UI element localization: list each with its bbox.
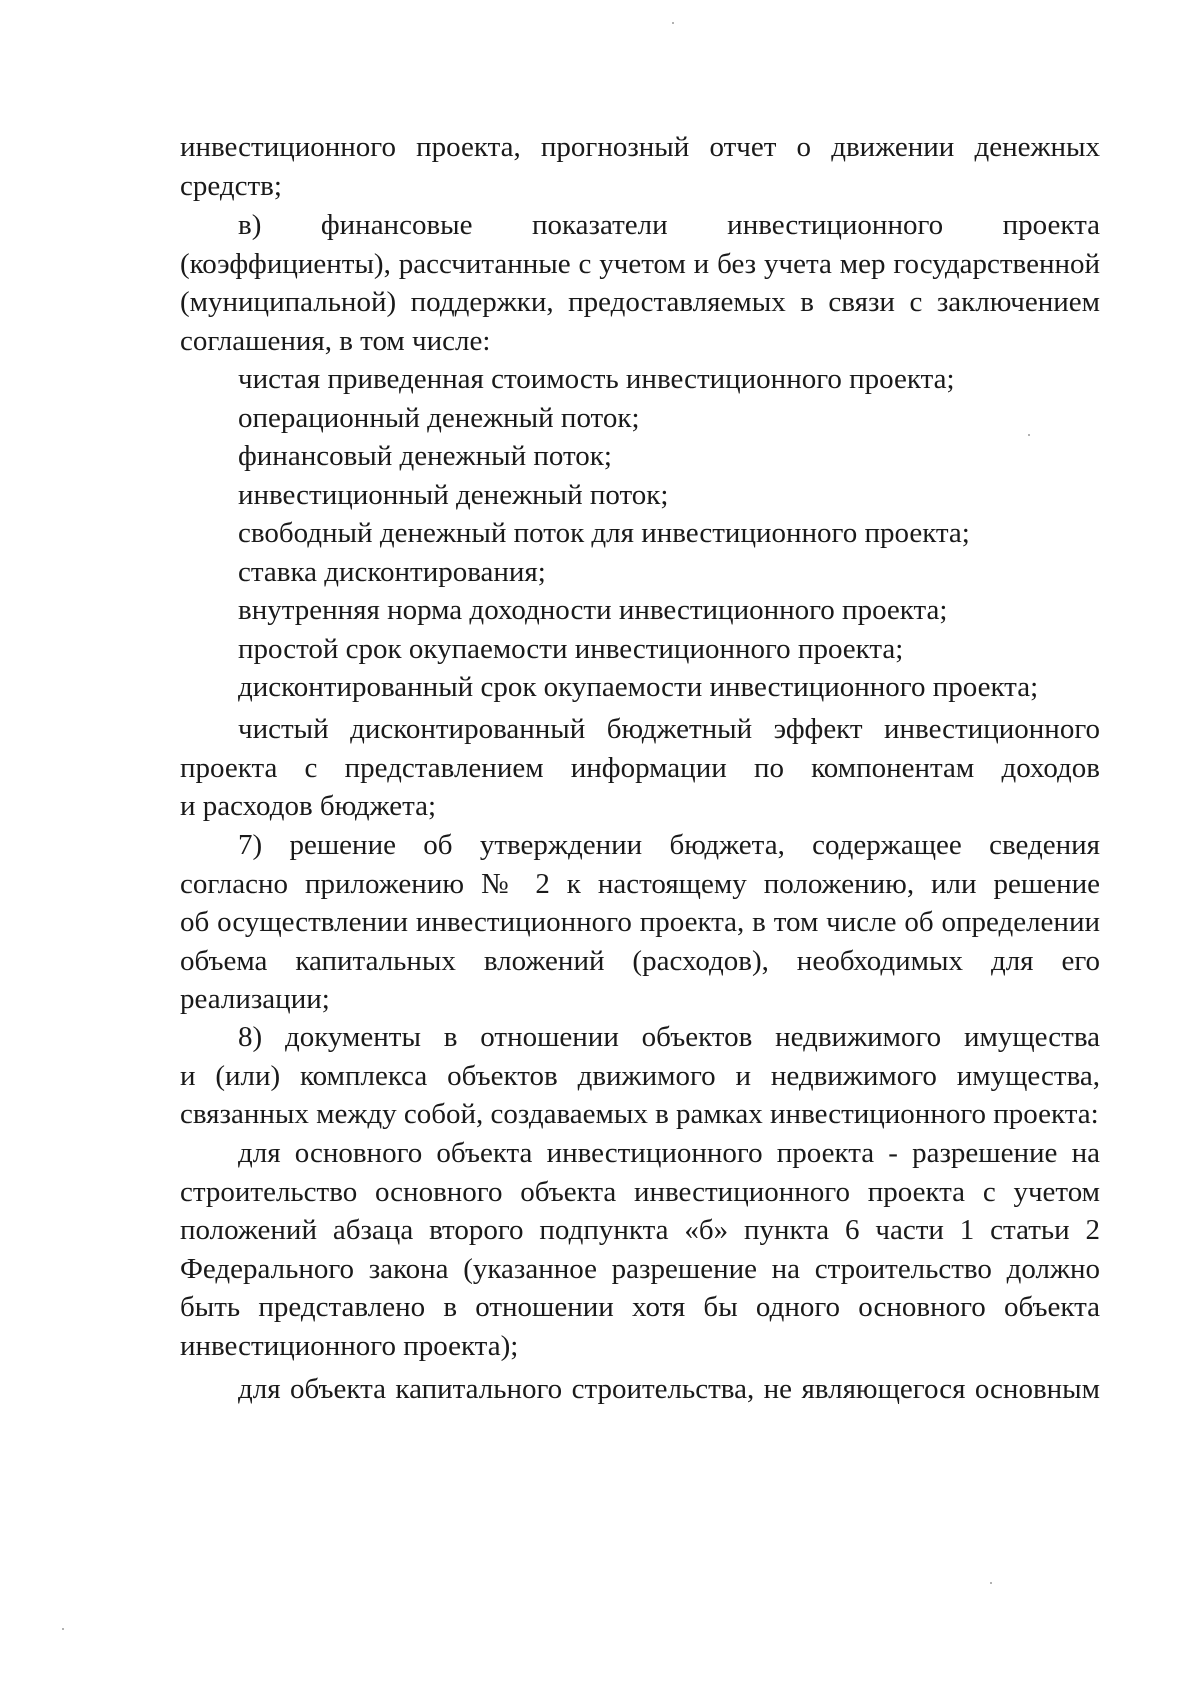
text-line: согласно приложению № 2 к настоящему положению, или решение	[180, 867, 1100, 900]
indicator-list	[180, 360, 1100, 707]
list-item: простой срок окупаемости инвестиционного проекта;	[238, 632, 904, 665]
text-line: строительство основного объекта инвестиционного проекта с учетом	[180, 1175, 1100, 1208]
text-line: 8) документы в отношении объектов недвижимого имущества	[238, 1021, 1100, 1053]
text-line: чистый дисконтированный бюджетный эффект инвестиционного	[238, 713, 1100, 745]
text-line: (коэффициенты), рассчитанные с учетом и без учета мер государственной	[180, 247, 1100, 280]
paragraph-non-main-object	[180, 1370, 1100, 1409]
text-line: инвестиционного проекта);	[180, 1329, 519, 1362]
list-item: ставка дисконтирования;	[238, 555, 546, 588]
paragraph-main-object	[180, 1134, 1100, 1365]
text-line: реализации;	[180, 983, 330, 1015]
paragraph-item-7	[180, 826, 1100, 1019]
scan-speck	[990, 1582, 992, 1584]
text-line: об осуществлении инвестиционного проекта, в том числе об определении	[180, 906, 1100, 938]
text-line: и расходов бюджета;	[180, 790, 437, 822]
text-line: соглашения, в том числе:	[180, 324, 491, 357]
text-line: в) финансовые показатели инвестиционного проекта	[238, 209, 1100, 241]
text-line: для объекта капитального строительства, не являющегося основным	[238, 1373, 1100, 1405]
list-item: чистая приведенная стоимость инвестиционного проекта;	[238, 363, 955, 395]
text-line: проекта с представлением информации по компонентам доходов	[180, 751, 1100, 784]
list-item: внутренняя норма доходности инвестиционного проекта;	[238, 594, 948, 626]
text-line: инвестиционного проекта, прогнозный отчет о движении денежных	[180, 131, 1100, 163]
text-line: (муниципальной) поддержки, предоставляемых в связи с заключением	[180, 286, 1100, 318]
list-item: инвестиционный денежный поток;	[238, 478, 669, 511]
text-line: быть представлено в отношении хотя бы одного основного объекта	[180, 1291, 1100, 1323]
text-line: Федерального закона (указанное разрешение на строительство должно	[180, 1252, 1100, 1285]
text-line: связанных между собой, создаваемых в рамках инвестиционного проекта:	[180, 1098, 1099, 1130]
list-item: финансовый денежный поток;	[238, 440, 612, 472]
text-line: положений абзаца второго подпункта «б» пункта 6 части 1 статьи 2	[180, 1214, 1100, 1246]
text-line: и (или) комплекса объектов движимого и недвижимого имущества,	[180, 1059, 1100, 1092]
text-line: объема капитальных вложений (расходов), необходимых для его	[180, 944, 1100, 977]
paragraph-budget-effect	[180, 710, 1100, 826]
text-line: 7) решение об утверждении бюджета, содержащее сведения	[238, 829, 1100, 861]
text-line: для основного объекта инвестиционного проекта - разрешение на	[238, 1137, 1100, 1169]
scan-speck	[62, 1628, 64, 1630]
paragraph-item-v	[180, 206, 1100, 360]
paragraph-continuation	[180, 128, 1100, 205]
text-line: средств;	[180, 169, 282, 202]
list-item: дисконтированный срок окупаемости инвестиционного проекта;	[238, 671, 1039, 703]
scan-speck	[672, 22, 674, 24]
paragraph-item-8	[180, 1018, 1100, 1134]
list-item: свободный денежный поток для инвестиционного проекта;	[238, 517, 970, 549]
list-item: операционный денежный поток;	[238, 401, 640, 434]
